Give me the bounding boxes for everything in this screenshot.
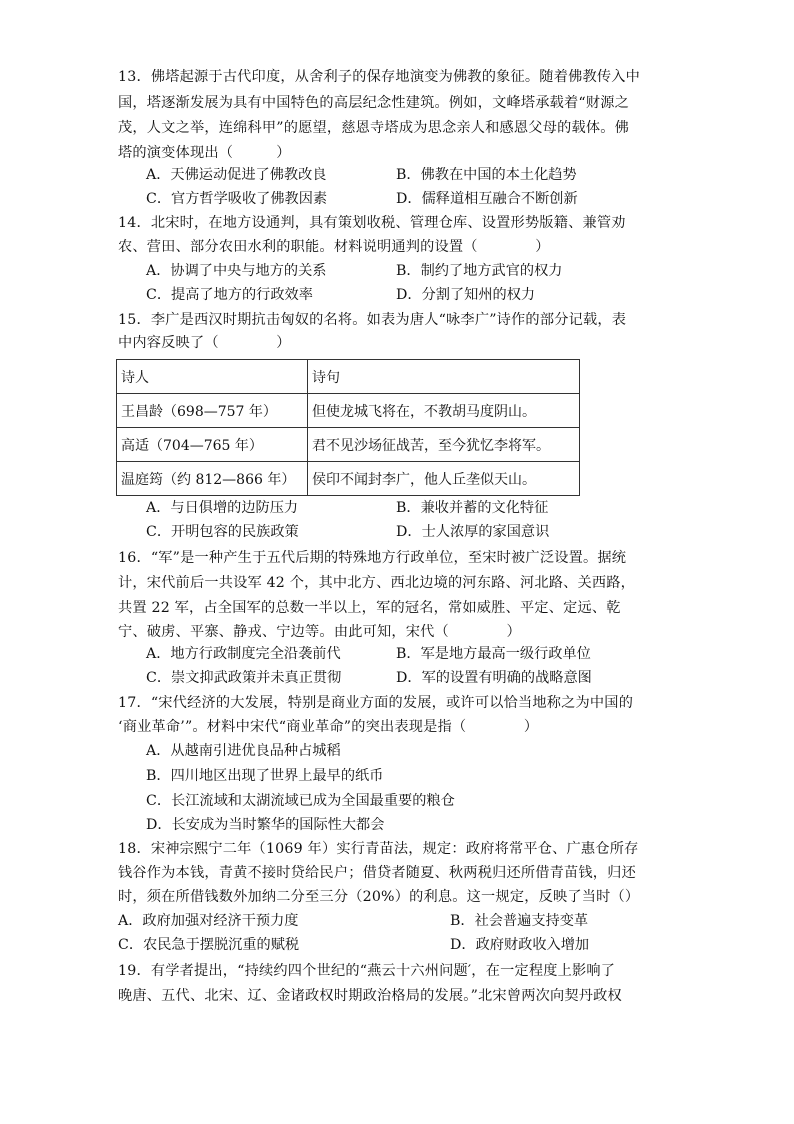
question-text-line: 19．有学者提出，“持续约四个世纪的“燕云十六州问题′，在一定程度上影响了: [118, 963, 616, 979]
question-text-line: 18．宋神宗熙宁二年（1069 年）实行青苗法，规定：政府将常平仓、广惠仓所存: [118, 841, 639, 857]
option-c: C．开明包容的民族政策: [146, 524, 299, 540]
option-a: A．与日俱增的边防压力: [146, 500, 299, 516]
question-text-line: 16．“军”是一种产生于五代后期的特殊地方行政单位，至宋时被广泛设置。据统: [118, 550, 627, 566]
question-text-line: 17．“宋代经济的大发展，特别是商业方面的发展，或许可以恰当地称之为中国的: [118, 695, 634, 711]
question-text-line: 时，须在所借钱数外加纳二分至三分（20%）的利息。这一规定，反映了当时（）: [118, 889, 640, 905]
question-text-line: 国，塔逐渐发展为具有中国特色的高层纪念性建筑。例如，文峰塔承载着“财源之: [118, 95, 630, 111]
option-a: A．政府加强对经济干预力度: [118, 913, 299, 929]
option-d: D．儒释道相互融合不断创新: [396, 191, 578, 207]
table-header-row: [117, 360, 580, 394]
option-c: C．长江流域和太湖流域已成为全国最重要的粮仓: [146, 793, 455, 809]
option-d: D．士人浓厚的家国意识: [396, 524, 550, 540]
table-header-cell: 诗句: [308, 360, 580, 394]
option-b: B．制约了地方武官的权力: [396, 263, 563, 279]
option-b: B．佛教在中国的本土化趋势: [396, 167, 577, 183]
option-d: D．长安成为当时繁华的国际性大都会: [146, 817, 385, 833]
option-c: C．官方哲学吸收了佛教因素: [146, 191, 328, 207]
question-text-line: 13．佛塔起源于古代印度，从舍利子的保存地演变为佛教的象征。随着佛教传入中: [118, 69, 641, 85]
table-header-cell: 诗人: [117, 360, 308, 394]
table-cell-verse: 侯印不闻封李广，他人丘垄似天山。: [308, 462, 580, 496]
question-text-line: 计，宋代前后一共设军 42 个，其中北方、西北边境的河东路、河北路、关西路，: [118, 575, 636, 591]
table-cell-verse: 君不见沙场征战苦，至今犹忆李将军。: [308, 428, 580, 462]
option-a: A．天佛运动促进了佛教改良: [146, 167, 327, 183]
table-cell-poet: 王昌龄（698—757 年）: [117, 394, 308, 428]
option-d: D．政府财政收入增加: [450, 937, 590, 953]
question-text-line: 茂，人文之举，连绵科甲”的愿望，慈恩寺塔成为思念亲人和感恩父母的载体。佛: [118, 120, 630, 136]
option-a: A．从越南引进优良品种占城稻: [146, 743, 341, 759]
question-text-line: 15．李广是西汉时期抗击匈奴的名将。如表为唐人“咏李广”诗作的部分记载，表: [118, 312, 627, 328]
option-d: D．军的设置有明确的战略意图: [396, 670, 592, 686]
question-text-line: 共置 22 军，占全国军的总数一半以上，军的冠名，常如威胜、平定、定远、乾: [118, 600, 621, 616]
option-b: B．社会普遍支持变革: [450, 913, 589, 929]
question-text-line: ‘商业革命’”。材料中宋代“商业革命”的突出表现是指（ ）: [118, 719, 539, 735]
table-row: [117, 394, 580, 428]
question-text-line: 钱谷作为本钱，青黄不接时贷给民户；借贷者随夏、秋两税归还所借青苗钱，归还: [118, 865, 636, 881]
option-a: A．地方行政制度完全沿袭前代: [146, 646, 341, 662]
option-b: B．军是地方最高一级行政单位: [396, 646, 591, 662]
question-text-line: 塔的演变体现出（ ）: [118, 145, 291, 161]
poem-table: [116, 359, 580, 496]
table-row: [117, 462, 580, 496]
question-text-line: 农、营田、部分农田水利的职能。材料说明通判的设置（ ）: [118, 239, 550, 255]
option-c: C．提高了地方的行政效率: [146, 287, 313, 303]
question-text-line: 晚唐、五代、北宋、辽、金诸政权时期政治格局的发展。”北宋曾两次向契丹政权: [118, 988, 622, 1004]
table-cell-verse: 但使龙城飞将在，不教胡马度阴山。: [308, 394, 580, 428]
option-c: C．农民急于摆脱沉重的赋税: [118, 937, 300, 953]
option-a: A．协调了中央与地方的关系: [146, 263, 327, 279]
question-text-line: 宁、破虏、平寨、静戎、宁边等。由此可知，宋代（ ）: [118, 624, 521, 640]
question-text-line: 14．北宋时，在地方设通判，具有策划收税、管理仓库、设置形势版籍、兼管劝: [118, 215, 626, 231]
table-row: [117, 428, 580, 462]
option-d: D．分割了知州的权力: [396, 287, 536, 303]
option-b: B．兼收并蓄的文化特征: [396, 500, 549, 516]
option-c: C．崇文抑武政策并未真正贯彻: [146, 670, 342, 686]
option-b: B．四川地区出现了世界上最早的纸币: [146, 768, 384, 784]
question-text-line: 中内容反映了（ ）: [118, 335, 291, 351]
table-cell-poet: 高适（704—765 年）: [117, 428, 308, 462]
table-cell-poet: 温庭筠（约 812—866 年）: [117, 462, 308, 496]
